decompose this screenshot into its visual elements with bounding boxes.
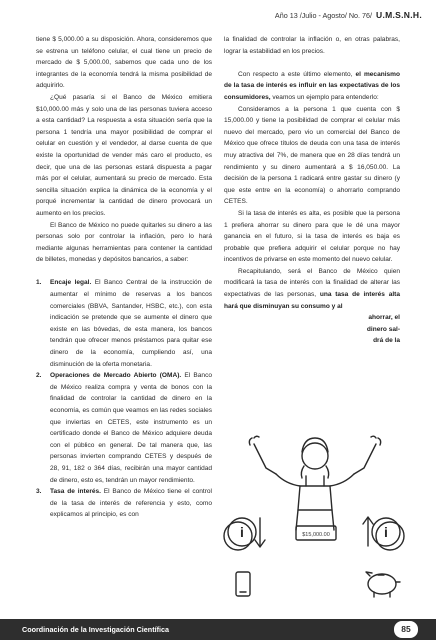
right-paragraph-3: Consideramos a la persona 1 que cuenta con $ 15,000.00 y tiene la posibilidad de comprar el celular más nuevo del mercado, pero vio un comercial del Banco de México que ofrece títulos de deuda con una tasa de interés muy atractiva del 7%, de manera que en 28 días tendrá un rendimiento y su dinero aumentará a $ 16,050.00. La decisión de la persona 1 radicará entre gastar su dinero (y que este entre en la economía) o ahorrarlo comprando CETES. (224, 105, 400, 206)
page-footer (0, 619, 436, 640)
institution-name: U.M.S.N.H. (376, 10, 422, 20)
list-item-title: Encaje legal. (50, 279, 92, 287)
right-column (224, 34, 400, 347)
list-item-text: El Banco de México tiene el control de la tasa de interés de referencia y esto, como explicamos al principio, es con (50, 488, 212, 519)
right-paragraph-2-emphasis: el mecanismo de la tasa de interés es influir en las expectativas de los consumidores, (224, 70, 400, 101)
left-paragraph-1: tiene $ 5,000.00 a su disposición. Ahora, consideremos que se estrena un teléfono celular, el cual tiene un precio de mercado de $ 5,000.00, sabemos que cada uno de los integrantes de la economía tendrá la misma posibilidad de adquirirlo. (36, 36, 212, 90)
list-item-title: Tasa de interés. (50, 488, 101, 496)
right-paragraph-2 (224, 69, 400, 104)
right-paragraph-1: la finalidad de controlar la inflación o, en otras palabras, lograr la estabilidad en los precios. (224, 36, 400, 55)
issue-info: Año 13 /Julio - Agosto/ No. 76/ (274, 11, 373, 20)
list-item-number: 3. (36, 488, 42, 496)
list-item-text: El Banco Central de la instrucción de aumentar el mínimo de reservas a los bancos comerciales (BBVA, Santander, HSBC, etc.), con esta indicación se pretende que se aumente el dinero que existe en las bóvedas, de esta manera, los bancos tendrán que ofrecer menos préstamos para quitar ese dinero de la economía, cumpliendo así, una disminución de la oferta monetaria. (50, 279, 212, 368)
coin-down-arrow-icon (224, 518, 265, 550)
svg-text:i: i (384, 524, 388, 540)
list-item-title: Operaciones de Mercado Abierto (OMA). (50, 372, 182, 380)
piggy-bank-icon (366, 572, 400, 597)
page-number: 85 (394, 621, 418, 638)
list-item-number: 1. (36, 279, 42, 287)
svg-text:i: i (240, 524, 244, 540)
right-paragraph-5-start: Recapitulando, será el Banco de México quien modificará la tasa de interés con la finalidad de alterar las expectativas de las personas, (224, 267, 400, 299)
right-paragraph-2-start: Con respecto a este último elemento, (238, 70, 356, 78)
left-paragraph-3: El Banco de México no puede quitarles su dinero a las personas solo por controlar la inflación, pero lo hará mediante algunas herramientas para contener la cantidad de billetes, monedas y depósitos bancarios, a saber: (36, 221, 212, 264)
right-paragraph-4: Si la tasa de interés es alta, es posible que la persona 1 prefiera ahorrar su dinero para que le dé una mayor ganancia en el futuro, si la tasa de interés es baja es probable que prefiera adquirir el celular porque no hay incentivos de privarse en este momento del nuevo celular. (224, 209, 400, 264)
right-tail-line-1: ahorrar, el (368, 314, 400, 322)
right-tail-line-3: drá de la (373, 337, 400, 345)
smartphone-icon (236, 572, 250, 596)
footer-text: Coordinación de la Investigación Científica (22, 625, 169, 634)
left-paragraph-2: ¿Qué pasaría si el Banco de México emitiera $10,000.00 más y solo una de las personas tuviera acceso a esta cantidad? La respuesta a esta situación sería que la persona 1 tendría una mayor posibilidad de comprar el celular en cuestión y el vendedor, al darse cuenta de que existe la oportunidad de vender más caro el producto, es decir, que una de las personas estará dispuesta a pagar más por el celular, aumentará su precio de mercado. Esta sencilla situación explica la dinámica de la economía y el porqué incrementar la cantidad de dinero provocará un aumento en los precios. (36, 93, 212, 217)
right-paragraph-5-emphasis: una tasa de interés alta hará que disminuyan su consumo y al (224, 291, 400, 310)
coin-up-arrow-icon (363, 517, 404, 550)
list-item (36, 277, 212, 370)
savings-illustration (214, 426, 414, 614)
woman-figure-icon (249, 436, 380, 530)
list-item (36, 370, 212, 486)
running-header (275, 10, 422, 20)
tools-list (36, 277, 212, 520)
right-paragraph-5 (224, 266, 400, 312)
bill-label: $15,000.00 (302, 532, 330, 538)
right-paragraph-2-end: veamos un ejemplo para entenderlo: (270, 93, 379, 101)
left-column (36, 34, 212, 521)
list-item (36, 486, 212, 521)
list-item-text: El Banco de México realiza compra y venta de bonos con la finalidad de controlar la cantidad de dinero en la economía, es común que veamos en las redes sociales que inviertas en CETES, este instrumento es un certificado donde el Banco de México adquiere deuda con el público en general. De tal manera que, las personas invierten comprando CETES y después de 28, 91, 182 o 364 días, recibirán una mayor cantidad de dinero, esto es, tendrán un mayor rendimiento. (50, 372, 212, 484)
banknote-icon (296, 526, 336, 540)
right-tail-line-2: dinero sal- (366, 325, 400, 333)
list-item-number: 2. (36, 372, 42, 380)
